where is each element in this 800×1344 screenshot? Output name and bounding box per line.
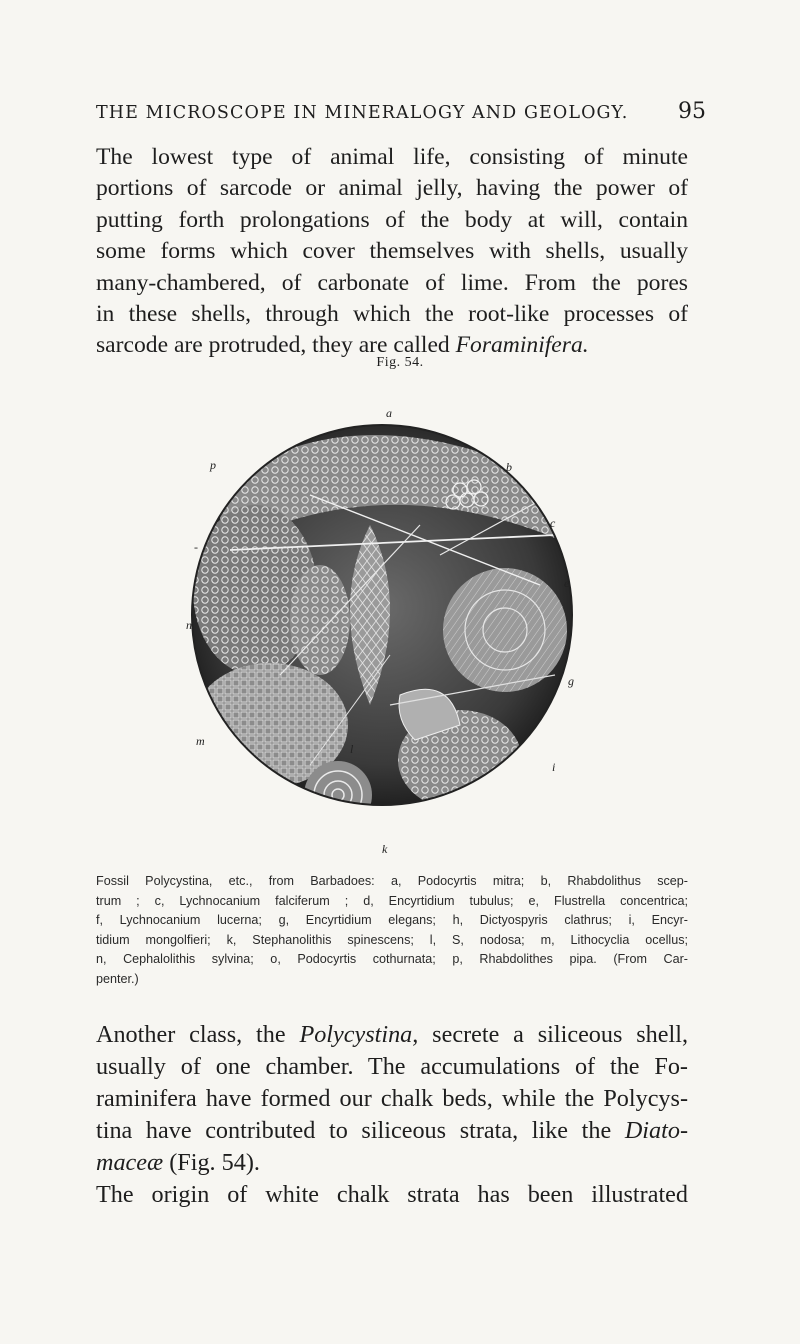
term-diatomaceae: Diato- xyxy=(624,1117,688,1144)
text-line: maceæ (Fig. 54). xyxy=(96,1149,260,1176)
page-number: 95 xyxy=(678,99,706,124)
fig-letter-n: n xyxy=(186,618,192,632)
fig-letter-e: e xyxy=(564,576,570,590)
term-diatomaceae-cont: maceæ xyxy=(96,1149,164,1176)
fig-letter-p: p xyxy=(210,458,216,472)
fig-letter-dash: - xyxy=(194,540,198,554)
text-line: portions of sarcode or animal jelly, having the power of xyxy=(96,175,688,202)
text-line: raminifera have formed our chalk beds, while the Polycys- xyxy=(96,1085,688,1112)
term-foraminifera: Foraminifera. xyxy=(455,332,589,359)
text-line: usually of one chamber. The accumulations of the Fo- xyxy=(96,1053,688,1080)
text-line: The origin of white chalk strata has been illustrated xyxy=(96,1181,688,1208)
fig-letter-b: b xyxy=(506,460,512,474)
text-line: putting forth prolongations of the body at will, contain xyxy=(96,206,688,233)
term-polycystina: Polycystina, xyxy=(299,1021,419,1048)
fig-letter-c: c xyxy=(550,516,556,530)
paragraph-foraminifera xyxy=(96,142,688,362)
paragraph-polycystina xyxy=(96,1019,688,1211)
running-title: THE MICROSCOPE IN MINERALOGY AND GEOLOGY. xyxy=(96,103,629,123)
caption-line: penter.) xyxy=(96,971,139,986)
caption-line: trum ; c, Lychnocanium falciferum ; d, Encyrtidium tubulus; e, Flustrella concentrica; xyxy=(96,893,688,908)
figure-label: Fig. 54. xyxy=(376,355,424,370)
caption-line: tidium mongolfieri; k, Stephanolithis spinescens; l, S, nodosa; m, Lithocyclia ocellus; xyxy=(96,932,688,947)
text-line: sarcode are protruded, they are called Foraminifera. xyxy=(96,332,589,359)
fig-letter-l: l xyxy=(350,742,354,756)
text-line: tina have contributed to siliceous strata, like the Diato- xyxy=(96,1117,688,1144)
figure-polycystina xyxy=(160,375,600,855)
text-line: in these shells, through which the root-like processes of xyxy=(96,301,688,328)
text-line: Another class, the Polycystina, secrete a siliceous shell, xyxy=(96,1021,688,1048)
fig-letter-i: i xyxy=(552,760,556,774)
text-line: The lowest type of animal life, consisting of minute xyxy=(96,144,688,170)
fig-letter-a: a xyxy=(386,406,392,420)
text-line: many-chambered, of carbonate of lime. From the pores xyxy=(96,269,688,296)
fig-letter-g: g xyxy=(568,674,574,688)
caption-line: Fossil Polycystina, etc., from Barbadoes: a, Podocyrtis mitra; b, Rhabdolithus scep- xyxy=(96,874,688,888)
fig-letter-k: k xyxy=(382,842,388,855)
text-line: some forms which cover themselves with shells, usually xyxy=(96,238,688,265)
caption-line: f, Lychnocanium lucerna; g, Encyrtidium elegans; h, Dictyospyris clathrus; i, Encyr- xyxy=(96,913,688,928)
figure-caption xyxy=(96,872,688,990)
fig-letter-m: m xyxy=(196,734,205,748)
microscope-field xyxy=(192,425,572,829)
running-header xyxy=(96,99,706,124)
caption-line: n, Cephalolithis sylvina; o, Podocyrtis cothurnata; p, Rhabdolithes pipa. (From Car- xyxy=(96,952,688,967)
